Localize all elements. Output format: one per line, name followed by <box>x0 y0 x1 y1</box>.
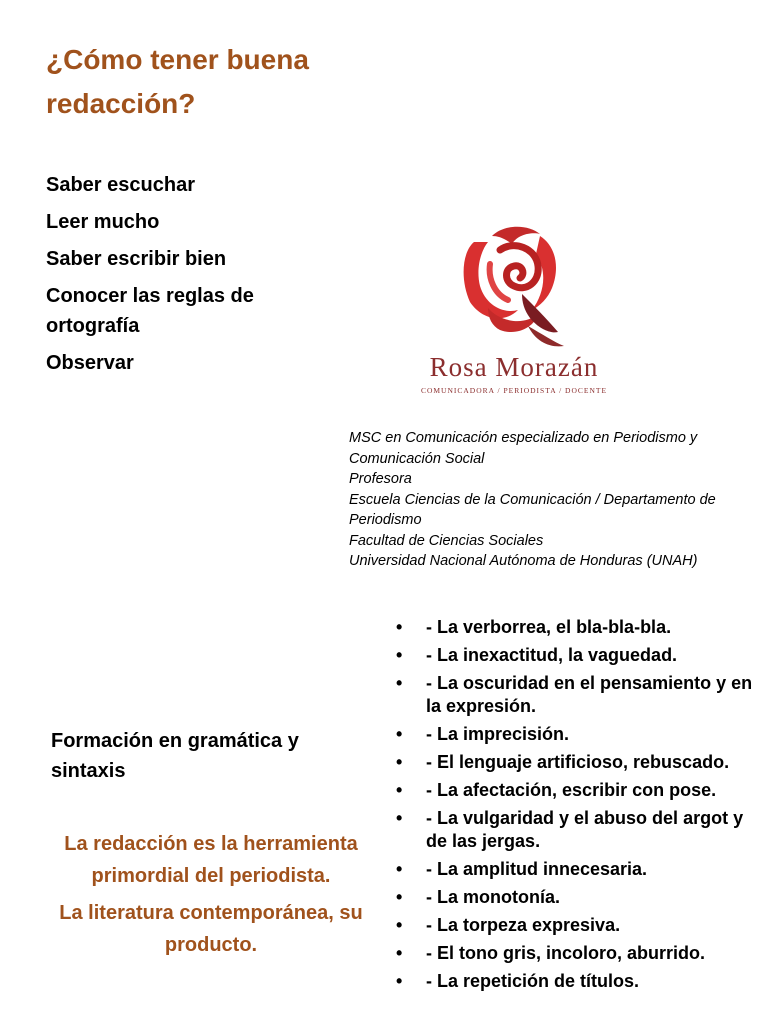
bullet: • <box>396 724 403 744</box>
list-item-text: - El tono gris, incoloro, aburrido. <box>426 943 705 963</box>
list-item <box>396 779 768 802</box>
list-item-text: - La afectación, escribir con pose. <box>426 780 717 800</box>
logo <box>404 222 624 402</box>
bullet: • <box>396 915 403 935</box>
list-item-text: - La inexactitud, la vaguedad. <box>426 645 678 665</box>
bullet: • <box>396 887 403 907</box>
bio-line: Universidad Nacional Autónoma de Honduras (UNAH) <box>349 553 698 569</box>
bullet: • <box>396 645 403 665</box>
bullet: • <box>396 943 403 963</box>
list-item <box>396 886 768 909</box>
list-item-text: - La amplitud innecesaria. <box>426 859 648 879</box>
quote-line: La redacción es la herramienta primordial del periodista. <box>64 833 358 887</box>
list-item <box>396 616 768 639</box>
list-item <box>396 672 768 718</box>
bullet: • <box>396 859 403 879</box>
bullet: • <box>396 752 403 772</box>
bullet: • <box>396 617 403 637</box>
bullet: • <box>396 808 403 828</box>
list-item <box>396 970 768 993</box>
bullet: • <box>396 673 403 693</box>
quote-line: La literatura contemporánea, su producto. <box>59 902 363 956</box>
bio-line: MSC en Comunicación especializado en Periodismo y Comunicación Social <box>349 430 698 467</box>
bio-line: Profesora <box>349 471 412 487</box>
list-item <box>396 942 768 965</box>
formacion-text: Formación en gramática y sintaxis <box>51 730 299 782</box>
vices-list <box>396 616 768 998</box>
list-item <box>396 807 768 853</box>
list-item: Saber escuchar <box>46 174 195 196</box>
bullet: • <box>396 971 403 991</box>
list-item-text: - La vulgaridad y el abuso del argot y de las jergas. <box>426 808 744 851</box>
list-item: Observar <box>46 352 134 374</box>
list-item <box>396 644 768 667</box>
list-item: Conocer las reglas de ortografía <box>46 285 254 337</box>
quote-block <box>26 828 396 966</box>
bio-line: Facultad de Ciencias Sociales <box>349 532 544 549</box>
list-item <box>396 751 768 774</box>
bullet: • <box>396 780 403 800</box>
skills-list <box>46 170 336 385</box>
list-item-text: - La repetición de títulos. <box>426 971 640 991</box>
list-item-text: - La imprecisión. <box>426 724 570 744</box>
list-item-text: - La verborrea, el bla-bla-bla. <box>426 617 672 637</box>
list-item-text: - La torpeza expresiva. <box>426 915 621 935</box>
list-item <box>396 858 768 881</box>
author-bio <box>349 428 749 572</box>
list-item: Saber escribir bien <box>46 248 227 270</box>
list-item <box>396 914 768 937</box>
bio-line: Escuela Ciencias de la Comunicación / Departamento de Periodismo <box>349 491 716 528</box>
list-item-text: - La oscuridad en el pensamiento y en la expresión. <box>426 673 753 716</box>
list-item: Leer mucho <box>46 211 160 233</box>
list-item-text: - La monotonía. <box>426 887 560 907</box>
list-item-text: - El lenguaje artificioso, rebuscado. <box>426 752 730 772</box>
logo-subtitle: COMUNICADORA / PERIODISTA / DOCENTE <box>420 386 608 395</box>
logo-name: Rosa Morazán <box>429 352 599 382</box>
rose-icon <box>404 222 624 347</box>
page-title: ¿Cómo tener buena redacción? <box>46 44 309 119</box>
list-item <box>396 723 768 746</box>
